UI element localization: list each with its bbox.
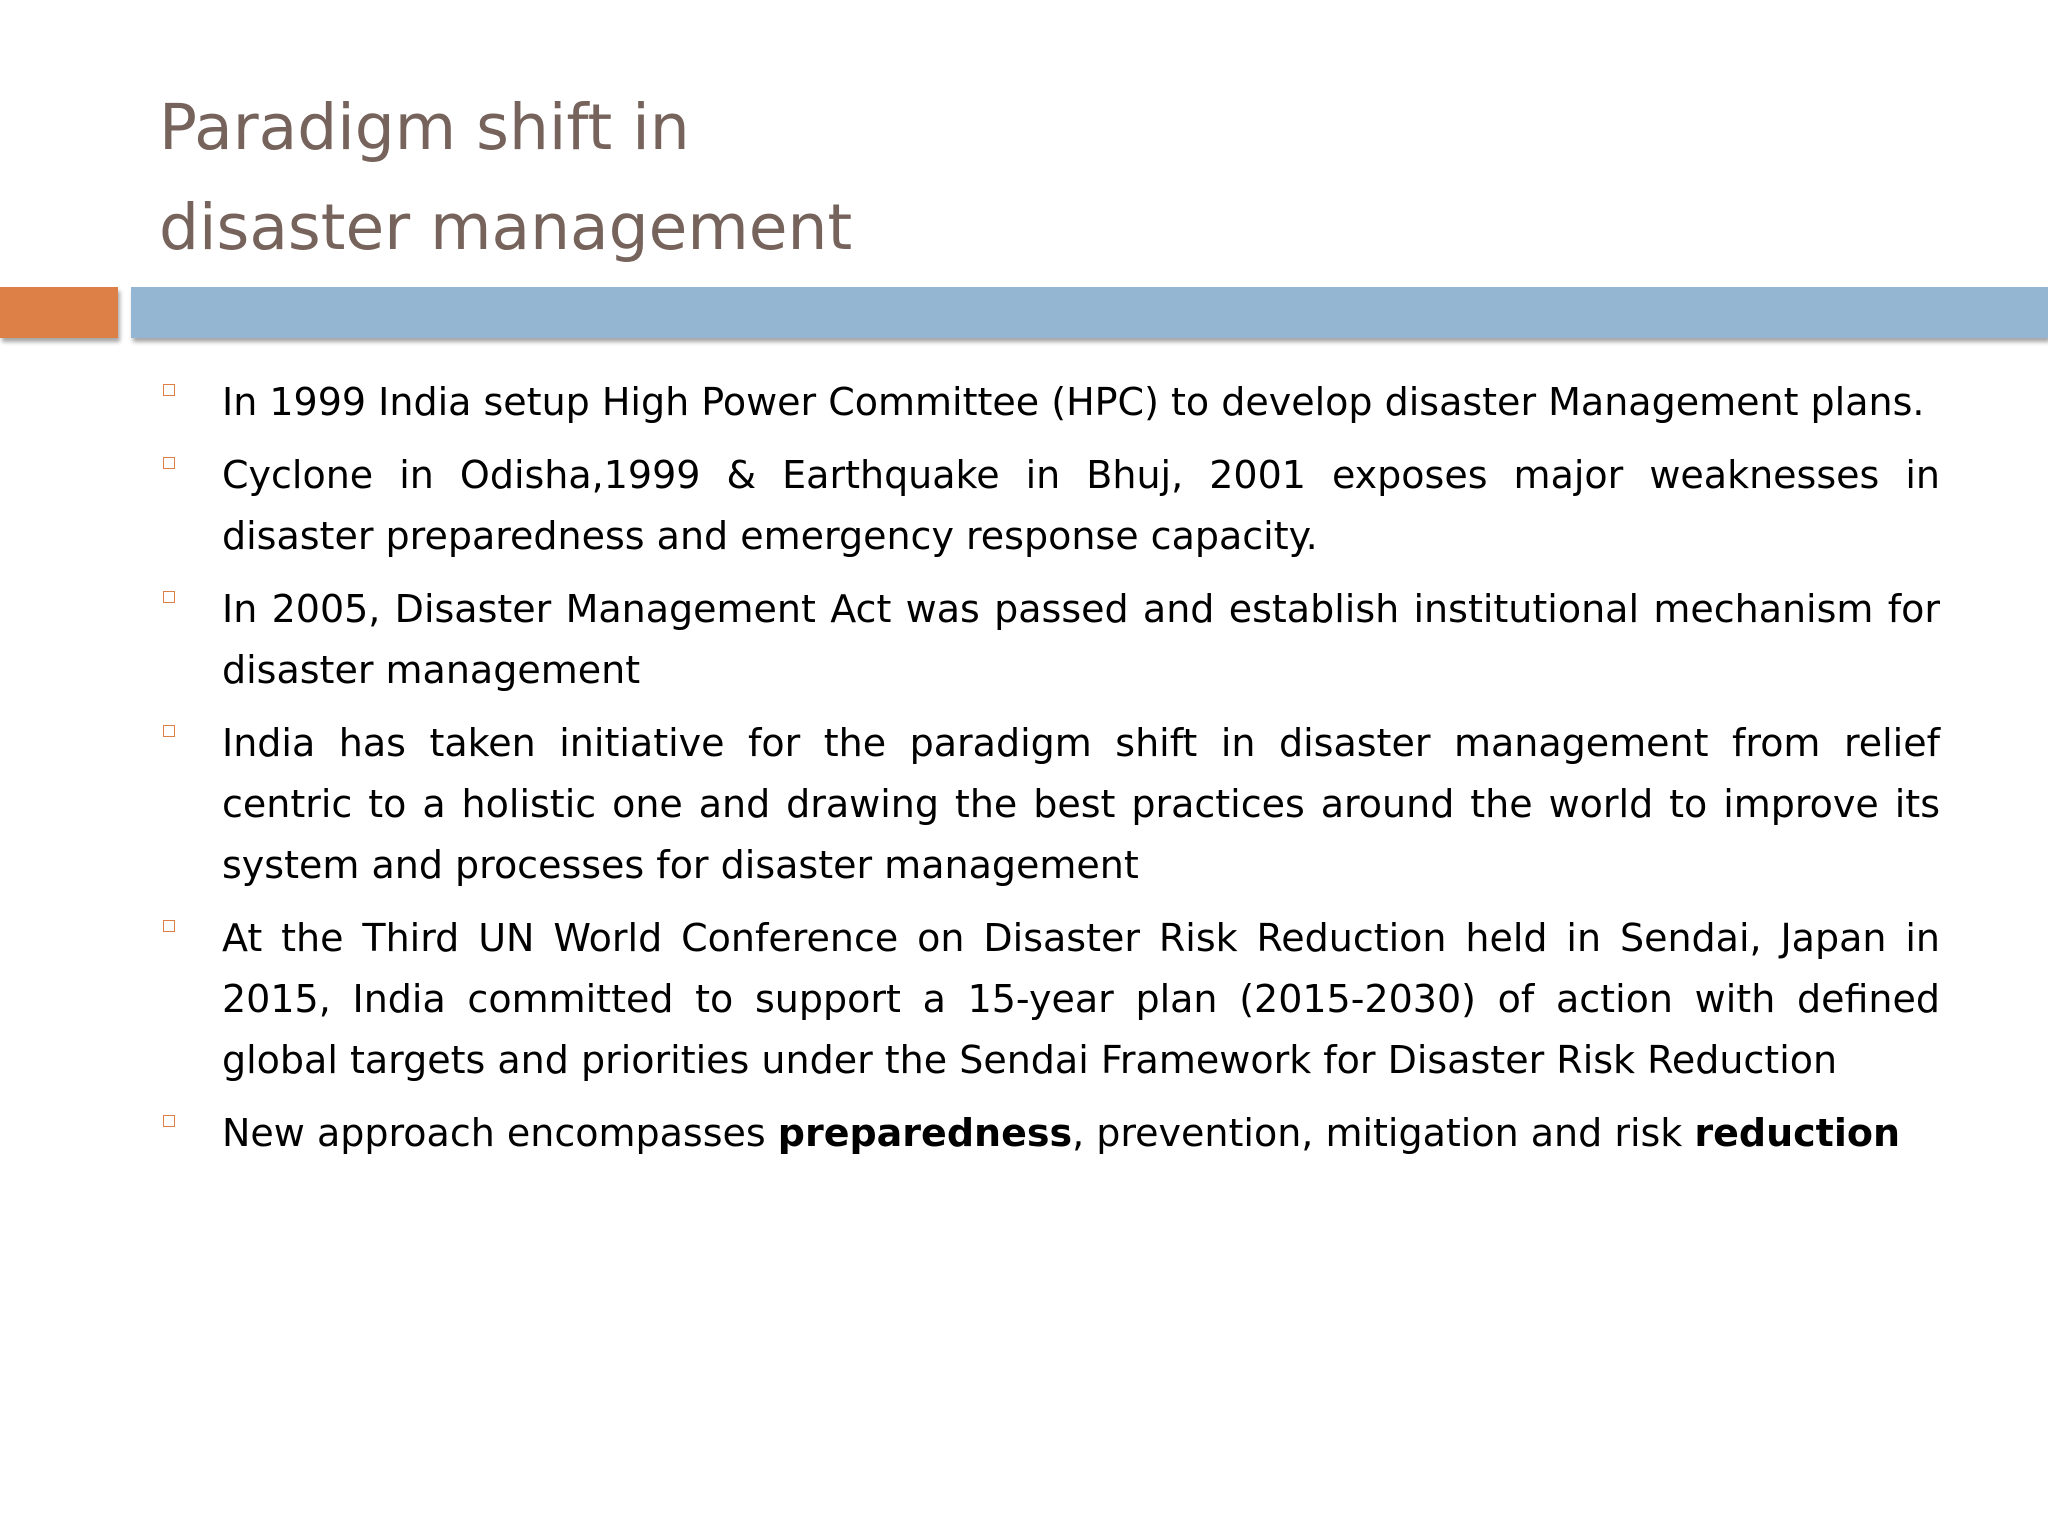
list-item bbox=[160, 372, 1940, 433]
list-item-text: India has taken initiative for the paradigm shift in disaster management from relief centric to a holistic one and drawing the best practices around the world to improve its system and processes for disaster management bbox=[222, 721, 1940, 887]
list-item-text-part-2: , prevention, mitigation and risk bbox=[1072, 1111, 1695, 1155]
hollow-square-icon bbox=[163, 920, 175, 932]
hollow-square-icon bbox=[163, 1115, 175, 1127]
hollow-square-icon bbox=[163, 384, 175, 396]
bullet-list bbox=[160, 372, 1940, 1176]
list-item bbox=[160, 445, 1940, 567]
list-item bbox=[160, 579, 1940, 701]
list-item-text: In 1999 India setup High Power Committee (HPC) to develop disaster Management plans. bbox=[222, 380, 1925, 424]
title-line-2: disaster management bbox=[159, 191, 853, 264]
list-item-text-part-1: New approach encompasses bbox=[222, 1111, 778, 1155]
page-title bbox=[159, 78, 1659, 278]
hollow-square-icon bbox=[163, 591, 175, 603]
blue-divider-bar bbox=[131, 287, 2048, 338]
hollow-square-icon bbox=[163, 725, 175, 737]
list-item-text: In 2005, Disaster Management Act was passed and establish institutional mechanism for disaster management bbox=[222, 587, 1940, 692]
list-item-text: At the Third UN World Conference on Disaster Risk Reduction held in Sendai, Japan in 2015, India committed to support a 15-year plan (2015-2030) of action with defined global targets and priorities under the Sendai Framework for Disaster Risk Reduction bbox=[222, 916, 1940, 1082]
orange-accent-bar bbox=[0, 287, 118, 338]
title-line-1: Paradigm shift in bbox=[159, 91, 690, 164]
list-item bbox=[160, 908, 1940, 1091]
list-item-text: Cyclone in Odisha,1999 & Earthquake in Bhuj, 2001 exposes major weaknesses in disaster preparedness and emergency response capacity. bbox=[222, 453, 1940, 558]
list-item bbox=[160, 713, 1940, 896]
bold-keyword-reduction: reduction bbox=[1694, 1111, 1901, 1155]
list-item bbox=[160, 1103, 1940, 1164]
hollow-square-icon bbox=[163, 457, 175, 469]
bold-keyword-preparedness: preparedness bbox=[777, 1111, 1073, 1155]
